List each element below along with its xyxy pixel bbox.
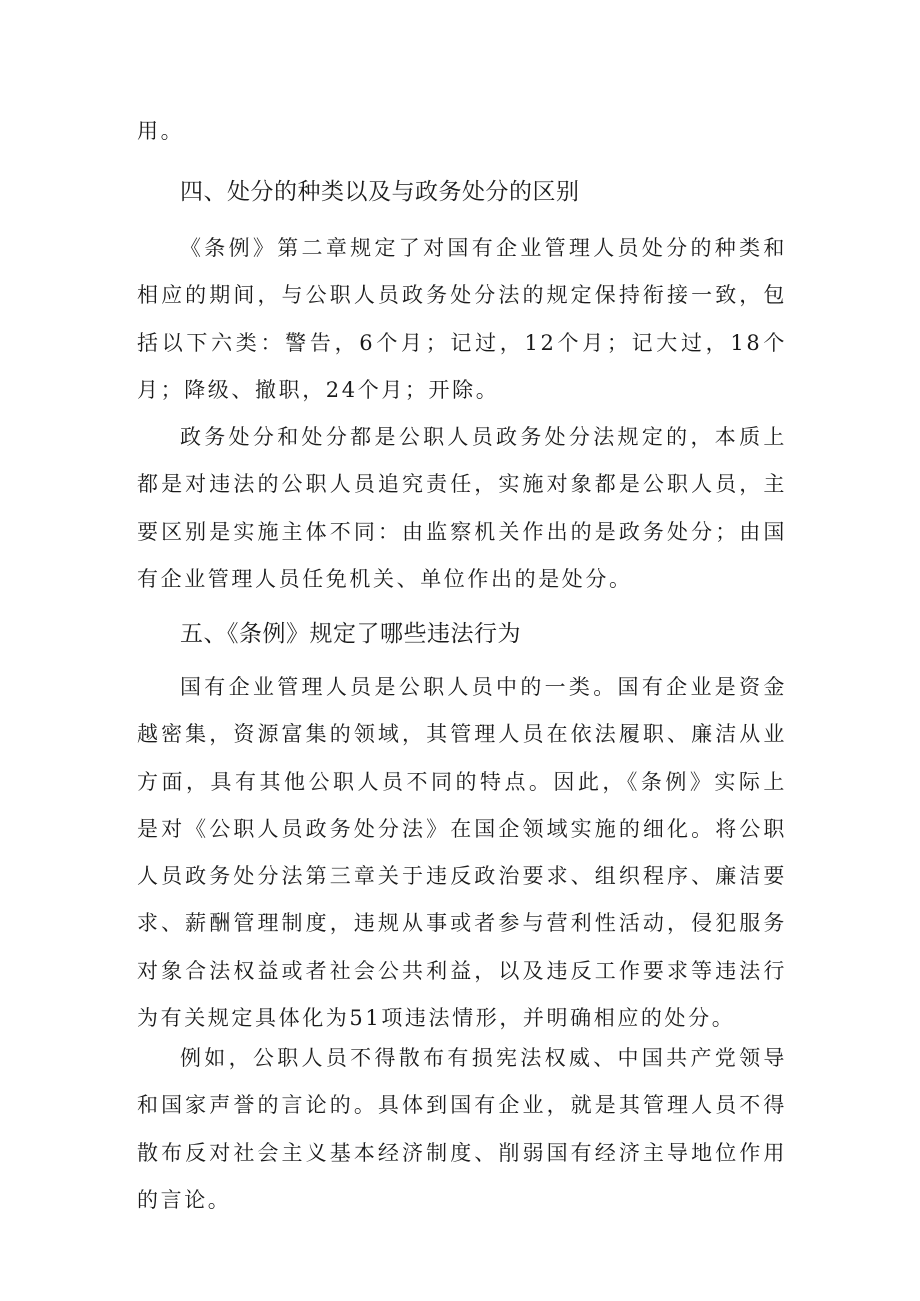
section-heading-4: 四、处分的种类以及与政务处分的区别 <box>180 179 580 205</box>
paragraph-continuation: 用。 <box>137 119 185 143</box>
paragraph-discipline-types: 《条例》第二章规定了对国有企业管理人员处分的种类和相应的期间，与公职人员政务处分法的规定保持衔接一致，包括以下六类：警告，6个月；记过，12个月；记大过，18个月；降级、撤职，24个月；开除。 <box>137 236 787 402</box>
paragraph-example: 例如，公职人员不得散布有损宪法权威、中国共产党领导和国家声誉的言论的。具体到国有企业，就是其管理人员不得散布反对社会主义基本经济制度、削弱国有经济主导地位作用的言论。 <box>137 1046 787 1212</box>
paragraph-difference: 政务处分和处分都是公职人员政务处分法规定的，本质上都是对违法的公职人员追究责任，实施对象都是公职人员，主要区别是实施主体不同：由监察机关作出的是政务处分；由国有企业管理人员任免机关、单位作出的是处分。 <box>137 425 787 591</box>
paragraph-violations: 国有企业管理人员是公职人员中的一类。国有企业是资金越密集，资源富集的领域，其管理人员在依法履职、廉洁从业方面，具有其他公职人员不同的特点。因此，《条例》实际上是对《公职人员政务处分法》在国企领域实施的细化。将公职人员政务处分法第三章关于违反政治要求、组织程序、廉洁要求、薪酬管理制度，违规从事或者参与营利性活动，侵犯服务对象合法权益或者社会公共利益，以及违反工作要求等违法行为有关规定具体化为51项违法情形，并明确相应的处分。 <box>137 675 787 1031</box>
section-heading-5: 五、《条例》规定了哪些违法行为 <box>180 621 521 647</box>
